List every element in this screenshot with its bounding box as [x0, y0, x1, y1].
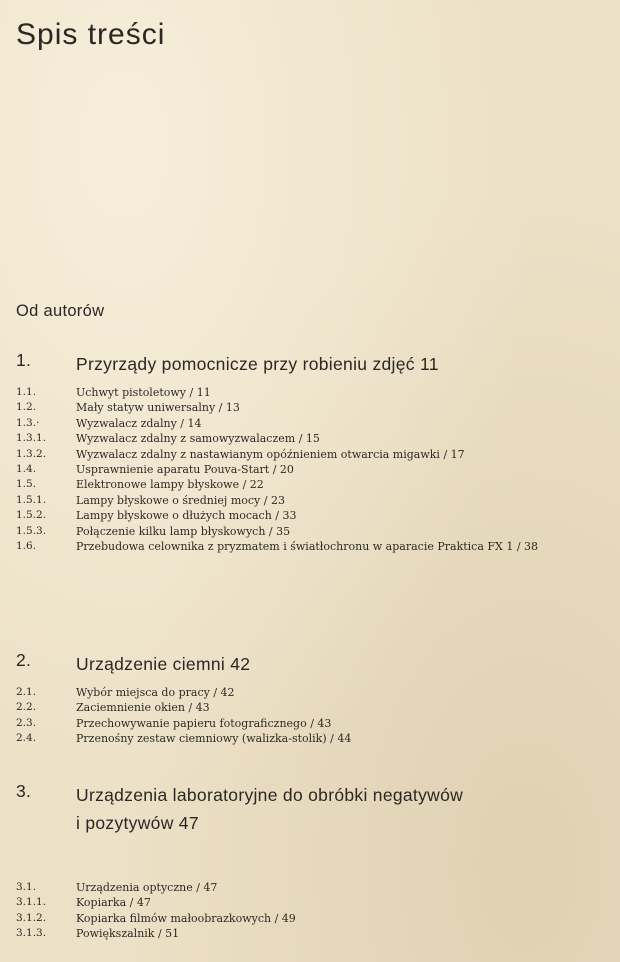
entry-number: 2.2.	[16, 701, 37, 714]
entry-number: 1.3.·	[16, 416, 40, 429]
entry-text: Przechowywanie papieru fotograficznego / 43	[76, 716, 332, 730]
chapter-number: 2.	[16, 650, 32, 670]
entry-number: 2.4.	[16, 732, 37, 745]
chapter-title: Urządzenie ciemni 42	[76, 654, 251, 674]
chapter-number: 1.	[16, 350, 32, 370]
toc-entry	[16, 477, 620, 492]
entry-text: Przebudowa celownika z pryzmatem i światłochronu w aparacie Praktica FX 1 / 38	[76, 540, 539, 554]
entry-text: Mały statyw uniwersalny / 13	[76, 401, 240, 415]
page-title: Spis treści	[16, 18, 166, 51]
entry-text: Wybór miejsca do pracy / 42	[76, 686, 235, 699]
entry-number: 2.3.	[16, 716, 37, 729]
entry-number: 3.1.3.	[16, 927, 47, 940]
chapter-title: Urządzenia laboratoryjne do obróbki negatywów i pozytywów 47	[76, 785, 464, 833]
entry-number: 1.5.1.	[16, 493, 47, 506]
entry-number: 1.4.	[16, 463, 37, 476]
intro-heading: Od autorów	[16, 302, 105, 320]
entry-number: 2.1.	[16, 686, 37, 698]
entry-number: 3.1.	[16, 881, 37, 893]
entry-text: Kopiarka / 47	[76, 896, 151, 910]
toc-entry	[16, 880, 620, 895]
toc-entry	[16, 524, 620, 539]
toc-entry	[16, 385, 620, 400]
toc-entry	[16, 700, 620, 715]
toc-entry	[16, 926, 620, 941]
entry-text: Przenośny zestaw ciemniowy (walizka-stolik) / 44	[76, 732, 352, 746]
entry-text: Połączenie kilku lamp błyskowych / 35	[76, 524, 291, 538]
entry-number: 1.2.	[16, 401, 37, 414]
chapter-2-entries	[16, 685, 620, 747]
toc-entry	[16, 493, 620, 508]
toc-entry	[16, 431, 620, 446]
toc-entry	[16, 416, 620, 431]
entry-number: 3.1.2.	[16, 911, 47, 924]
toc-entry	[16, 462, 620, 477]
chapter-number: 3.	[16, 781, 32, 801]
entry-number: 1.5.3.	[16, 524, 47, 537]
toc-entry	[16, 447, 620, 462]
toc-entry	[16, 685, 620, 700]
chapter-3-entries	[16, 880, 620, 942]
entry-text: Urządzenia optyczne / 47	[76, 881, 218, 894]
toc-entry	[16, 400, 620, 415]
toc-entry	[16, 508, 620, 523]
entry-text: Lampy błyskowe o dłużych mocach / 33	[76, 509, 297, 523]
entry-number: 1.5.	[16, 478, 37, 491]
entry-number: 3.1.1.	[16, 896, 47, 909]
entry-number: 1.3.2.	[16, 447, 47, 460]
entry-text: Wyzwalacz zdalny z nastawianym opóźnieniem otwarcia migawki / 17	[76, 447, 465, 461]
entry-text: Wyzwalacz zdalny z samowyzwalaczem / 15	[76, 432, 320, 446]
toc-entry	[16, 911, 620, 926]
entry-text: Wyzwalacz zdalny / 14	[76, 416, 202, 430]
entry-text: Usprawnienie aparatu Pouva-Start / 20	[76, 463, 294, 477]
entry-text: Uchwyt pistoletowy / 11	[76, 386, 211, 399]
entry-text: Powiększalnik / 51	[76, 927, 180, 941]
toc-entry	[16, 731, 620, 746]
entry-text: Zaciemnienie okien / 43	[76, 701, 210, 715]
toc-entry	[16, 895, 620, 910]
entry-number: 1.1.	[16, 386, 37, 398]
entry-text: Kopiarka filmów małoobrazkowych / 49	[76, 911, 296, 925]
toc-entry	[16, 716, 620, 731]
entry-text: Elektronowe lampy błyskowe / 22	[76, 478, 264, 492]
entry-text: Lampy błyskowe o średniej mocy / 23	[76, 493, 285, 507]
entry-number: 1.5.2.	[16, 509, 47, 522]
chapter-title: Przyrządy pomocnicze przy robieniu zdjęć 11	[76, 354, 439, 374]
chapter-1-entries	[16, 385, 620, 554]
toc-entry	[16, 539, 620, 554]
entry-number: 1.6.	[16, 540, 37, 553]
entry-number: 1.3.1.	[16, 432, 47, 445]
